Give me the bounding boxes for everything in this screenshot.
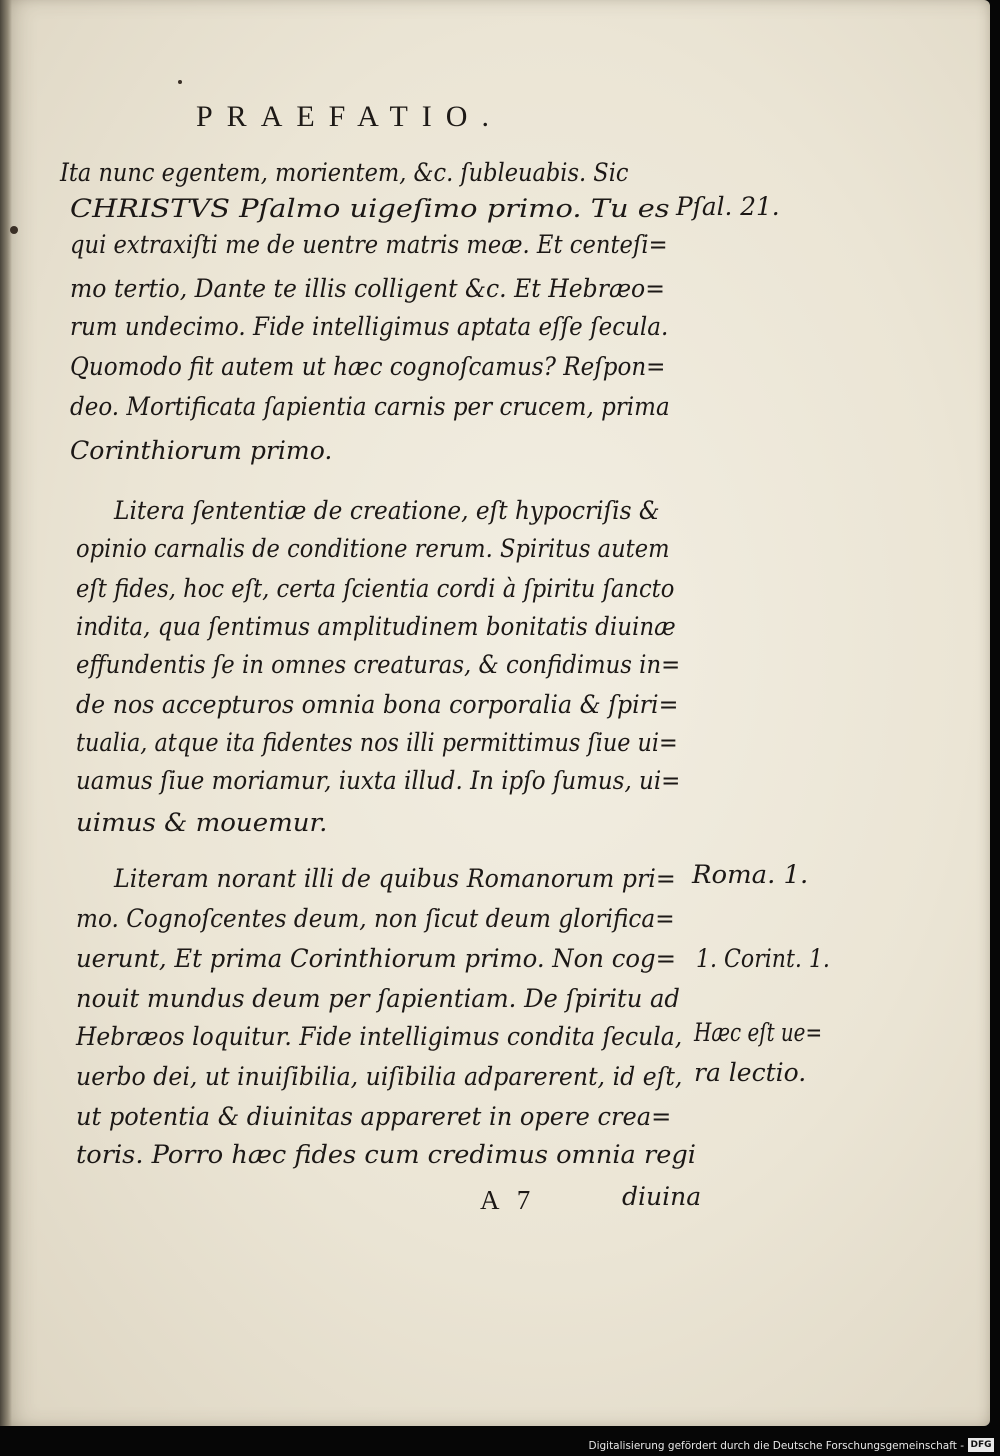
text-line: opinio carnalis de conditione rerum. Spiritus autem <box>76 534 670 563</box>
text-line: Ita nunc egentem, morientem, &c. ſubleuabis. Sic <box>60 158 629 187</box>
margin-note: Hæc eſt ue= <box>694 1018 823 1047</box>
text-line: Corinthiorum primo. <box>70 436 333 465</box>
signature-mark: A 7 <box>480 1185 537 1215</box>
text-line: nouit mundus deum per ſapientiam. De ſpiritu ad <box>76 984 680 1013</box>
ink-blot <box>10 226 18 234</box>
text-line: tualia, atque ita fidentes nos illi permittimus ſiue ui= <box>76 728 678 757</box>
catchword: diuina <box>622 1182 702 1211</box>
text-line: uerunt, Et prima Corinthiorum primo. Non cog= <box>76 944 676 973</box>
margin-note: ra lectio. <box>694 1058 807 1087</box>
text-line: deo. Mortificata ſapientia carnis per crucem, prima <box>70 392 670 421</box>
text-line: uamus ſiue moriamur, iuxta illud. In ipſo ſumus, ui= <box>76 766 681 795</box>
text-line: de nos accepturos omnia bona corporalia & ſpiri= <box>76 690 679 719</box>
text-line: Litera ſententiæ de creatione, eſt hypocriſis & <box>114 496 660 525</box>
text-line: uimus & mouemur. <box>76 808 328 837</box>
text-line: Hebræos loquitur. Fide intelligimus condita ſecula, <box>76 1022 683 1051</box>
text-line: mo tertio, Dante te illis colligent &c. Et Hebræo= <box>70 274 665 303</box>
text-line: CHRISTVS Pſalmo uigeſimo primo. Tu es <box>70 194 670 223</box>
page-gutter-shadow <box>0 0 12 1426</box>
dfg-logo: DFG <box>968 1438 994 1452</box>
text-line: eſt fides, hoc eſt, certa ſcientia cordi à ſpiritu ſancto <box>76 574 675 603</box>
text-line: uerbo dei, ut inuiſibilia, uiſibilia adparerent, id eſt, <box>76 1062 683 1091</box>
text-line: qui extraxiſti me de uentre matris meæ. Et centeſi= <box>70 230 668 259</box>
digitization-credit: Digitalisierung gefördert durch die Deutsche Forschungsgemeinschaft - <box>588 1440 964 1452</box>
running-header: PRAEFATIO. <box>196 100 503 133</box>
text-line: indita, qua ſentimus amplitudinem bonitatis diuinæ <box>76 612 676 641</box>
text-line: mo. Cognoſcentes deum, non ſicut deum glorifica= <box>76 904 675 933</box>
text-line: Quomodo fit autem ut hæc cognoſcamus? Reſpon= <box>70 352 666 381</box>
ink-speck <box>178 80 182 84</box>
text-line: effundentis ſe in omnes creaturas, & confidimus in= <box>76 650 681 679</box>
margin-note: 1. Corint. 1. <box>696 944 830 973</box>
text-line: rum undecimo. Fide intelligimus aptata eſſe ſecula. <box>70 312 669 341</box>
text-line: toris. Porro hæc fides cum credimus omnia regi <box>76 1140 696 1169</box>
text-line: ut potentia & diuinitas appareret in opere crea= <box>76 1102 672 1131</box>
margin-note: Pſal. 21. <box>676 192 780 221</box>
margin-note: Roma. 1. <box>692 860 809 889</box>
text-line: Literam norant illi de quibus Romanorum pri= <box>114 864 676 893</box>
